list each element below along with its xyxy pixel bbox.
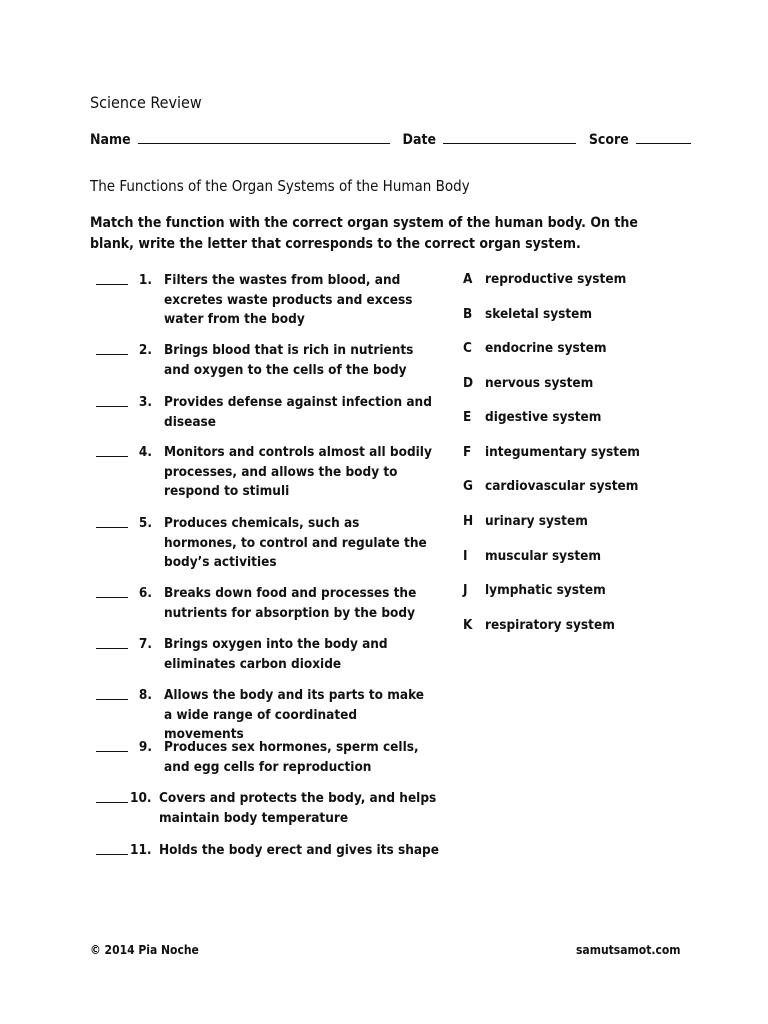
question-number: 11. bbox=[130, 842, 152, 858]
option-label: integumentary system bbox=[485, 444, 640, 460]
question-text: Produces chemicals, such as hormones, to control and regulate the body’s activities bbox=[164, 515, 427, 570]
question-text: Allows the body and its parts to make a wide range of coordinated movements bbox=[164, 687, 425, 742]
option-item bbox=[463, 444, 640, 460]
answer-blank[interactable] bbox=[96, 342, 128, 355]
question-text: Filters the wastes from blood, and excretes waste products and excess water from the body bbox=[164, 272, 413, 327]
question-text: Provides defense against infection and disease bbox=[164, 394, 432, 430]
score-blank[interactable] bbox=[636, 131, 691, 144]
question-text: Brings oxygen into the body and eliminates carbon dioxide bbox=[164, 636, 388, 672]
option-label: nervous system bbox=[485, 375, 594, 391]
option-letter: C bbox=[463, 340, 472, 356]
date-label: Date bbox=[402, 132, 437, 148]
option-item bbox=[463, 617, 615, 633]
answer-blank[interactable] bbox=[96, 444, 128, 457]
option-item bbox=[463, 478, 638, 494]
question-number: 5. bbox=[138, 515, 152, 531]
question-number: 9. bbox=[138, 739, 152, 755]
option-label: cardiovascular system bbox=[485, 478, 639, 494]
option-letter: G bbox=[463, 478, 473, 494]
answer-blank[interactable] bbox=[96, 585, 128, 598]
answer-blank[interactable] bbox=[96, 636, 128, 649]
name-label: Name bbox=[90, 132, 131, 148]
answer-blank[interactable] bbox=[96, 790, 128, 803]
copyright-text: © 2014 Pia Noche bbox=[90, 943, 199, 957]
option-label: reproductive system bbox=[485, 271, 627, 287]
option-item bbox=[463, 409, 601, 425]
answer-blank[interactable] bbox=[96, 842, 128, 855]
option-letter: F bbox=[463, 444, 472, 460]
option-letter: E bbox=[463, 409, 472, 425]
option-item bbox=[463, 582, 606, 598]
option-label: endocrine system bbox=[485, 340, 607, 356]
option-item bbox=[463, 375, 593, 391]
question-number: 4. bbox=[138, 444, 152, 460]
option-item bbox=[463, 548, 601, 564]
question-number: 1. bbox=[138, 272, 152, 288]
date-blank[interactable] bbox=[443, 131, 576, 144]
instructions: Match the function with the correct organ system of the human body. On the blank, write the letter that corresponds to the correct organ system. bbox=[90, 215, 638, 252]
question-number: 8. bbox=[138, 687, 152, 703]
option-letter: D bbox=[463, 375, 474, 391]
question-number: 6. bbox=[138, 585, 152, 601]
answer-blank[interactable] bbox=[96, 394, 128, 407]
question-number: 3. bbox=[138, 394, 152, 410]
question-text: Monitors and controls almost all bodily processes, and allows the body to respond to stimuli bbox=[164, 444, 432, 499]
option-letter: I bbox=[463, 548, 468, 564]
option-item bbox=[463, 271, 626, 287]
option-label: digestive system bbox=[485, 409, 602, 425]
answer-blank[interactable] bbox=[96, 515, 128, 528]
question-number: 2. bbox=[138, 342, 152, 358]
answer-blank[interactable] bbox=[96, 272, 128, 285]
option-label: urinary system bbox=[485, 513, 588, 529]
page-title: Science Review bbox=[90, 93, 202, 112]
header-fields bbox=[90, 131, 699, 148]
answer-blank[interactable] bbox=[96, 687, 128, 700]
option-item bbox=[463, 306, 592, 322]
option-letter: B bbox=[463, 306, 473, 322]
question-text: Produces sex hormones, sperm cells, and egg cells for reproduction bbox=[164, 739, 419, 775]
score-label: Score bbox=[588, 132, 629, 148]
answer-blank[interactable] bbox=[96, 739, 128, 752]
question-text: Covers and protects the body, and helps maintain body temperature bbox=[159, 790, 437, 826]
worksheet-subtitle: The Functions of the Organ Systems of the Human Body bbox=[90, 177, 470, 195]
option-letter: J bbox=[463, 582, 468, 598]
question-number: 10. bbox=[130, 790, 152, 806]
question-number: 7. bbox=[138, 636, 152, 652]
option-item bbox=[463, 340, 606, 356]
option-item bbox=[463, 513, 588, 529]
option-label: muscular system bbox=[485, 548, 602, 564]
option-label: lymphatic system bbox=[485, 582, 606, 598]
option-letter: K bbox=[463, 617, 473, 633]
option-letter: H bbox=[463, 513, 474, 529]
option-label: skeletal system bbox=[485, 306, 593, 322]
question-text: Holds the body erect and gives its shape bbox=[159, 842, 439, 858]
name-blank[interactable] bbox=[138, 131, 390, 144]
question-text: Brings blood that is rich in nutrients and oxygen to the cells of the body bbox=[164, 342, 414, 378]
option-letter: A bbox=[463, 271, 473, 287]
option-label: respiratory system bbox=[485, 617, 615, 633]
site-link[interactable]: samutsamot.com bbox=[576, 943, 681, 957]
question-text: Breaks down food and processes the nutrients for absorption by the body bbox=[164, 585, 417, 621]
